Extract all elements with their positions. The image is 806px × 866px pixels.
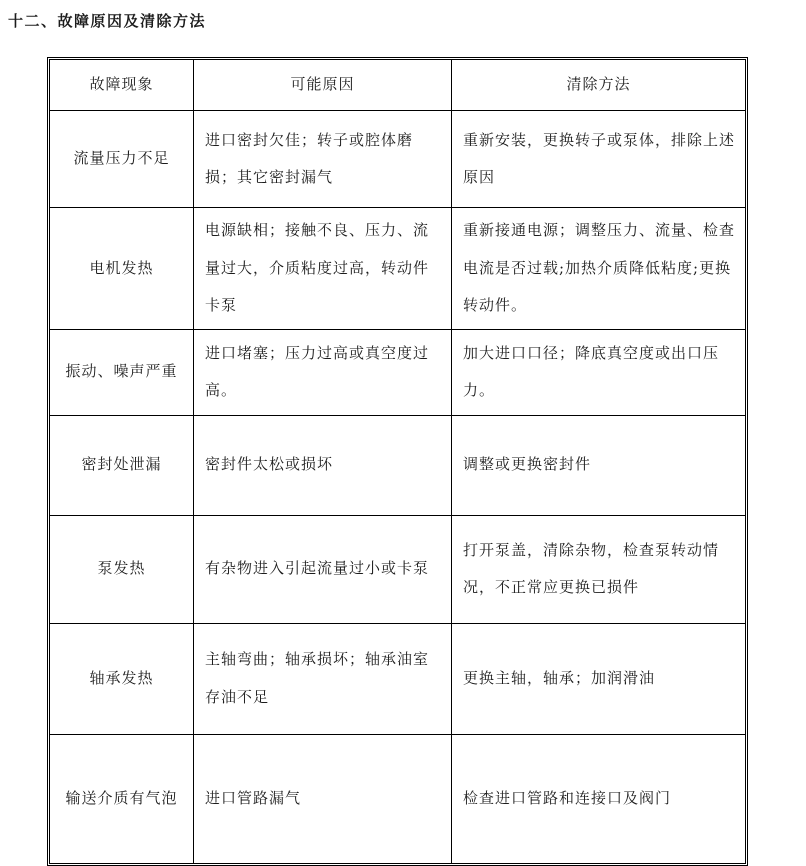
header-solution: 清除方法 bbox=[452, 60, 746, 111]
fault-table bbox=[49, 59, 746, 864]
cell-phenomenon: 输送介质有气泡 bbox=[50, 734, 194, 863]
cell-solution: 打开泵盖，清除杂物，检查泵转动情况，不正常应更换已损件 bbox=[452, 515, 746, 623]
cell-solution: 加大进口口径；降底真空度或出口压力。 bbox=[452, 329, 746, 415]
cell-cause: 进口密封欠佳；转子或腔体磨损；其它密封漏气 bbox=[194, 111, 452, 208]
cell-cause: 有杂物进入引起流量过小或卡泵 bbox=[194, 515, 452, 623]
cell-solution: 更换主轴，轴承；加润滑油 bbox=[452, 623, 746, 734]
cell-solution: 重新安装，更换转子或泵体，排除上述原因 bbox=[452, 111, 746, 208]
cell-phenomenon: 密封处泄漏 bbox=[50, 415, 194, 515]
cell-phenomenon: 轴承发热 bbox=[50, 623, 194, 734]
header-cause: 可能原因 bbox=[194, 60, 452, 111]
cell-cause: 密封件太松或损坏 bbox=[194, 415, 452, 515]
fault-table-container bbox=[47, 57, 748, 866]
page-title: 十二、故障原因及清除方法 bbox=[8, 12, 207, 30]
table-row bbox=[50, 329, 746, 415]
table-header-row bbox=[50, 60, 746, 111]
cell-cause: 主轴弯曲；轴承损坏；轴承油室存油不足 bbox=[194, 623, 452, 734]
cell-solution: 调整或更换密封件 bbox=[452, 415, 746, 515]
table-row bbox=[50, 515, 746, 623]
header-phenomenon: 故障现象 bbox=[50, 60, 194, 111]
table-row bbox=[50, 623, 746, 734]
cell-cause: 进口堵塞；压力过高或真空度过高。 bbox=[194, 329, 452, 415]
cell-solution: 检查进口管路和连接口及阀门 bbox=[452, 734, 746, 863]
cell-phenomenon: 泵发热 bbox=[50, 515, 194, 623]
cell-cause: 电源缺相；接触不良、压力、流量过大，介质粘度过高，转动件卡泵 bbox=[194, 208, 452, 330]
table-row bbox=[50, 111, 746, 208]
cell-solution: 重新接通电源；调整压力、流量、检查电流是否过载;加热介质降低粘度;更换转动件。 bbox=[452, 208, 746, 330]
table-row bbox=[50, 734, 746, 863]
cell-phenomenon: 电机发热 bbox=[50, 208, 194, 330]
cell-phenomenon: 流量压力不足 bbox=[50, 111, 194, 208]
cell-phenomenon: 振动、噪声严重 bbox=[50, 329, 194, 415]
cell-cause: 进口管路漏气 bbox=[194, 734, 452, 863]
table-row bbox=[50, 208, 746, 330]
table-row bbox=[50, 415, 746, 515]
